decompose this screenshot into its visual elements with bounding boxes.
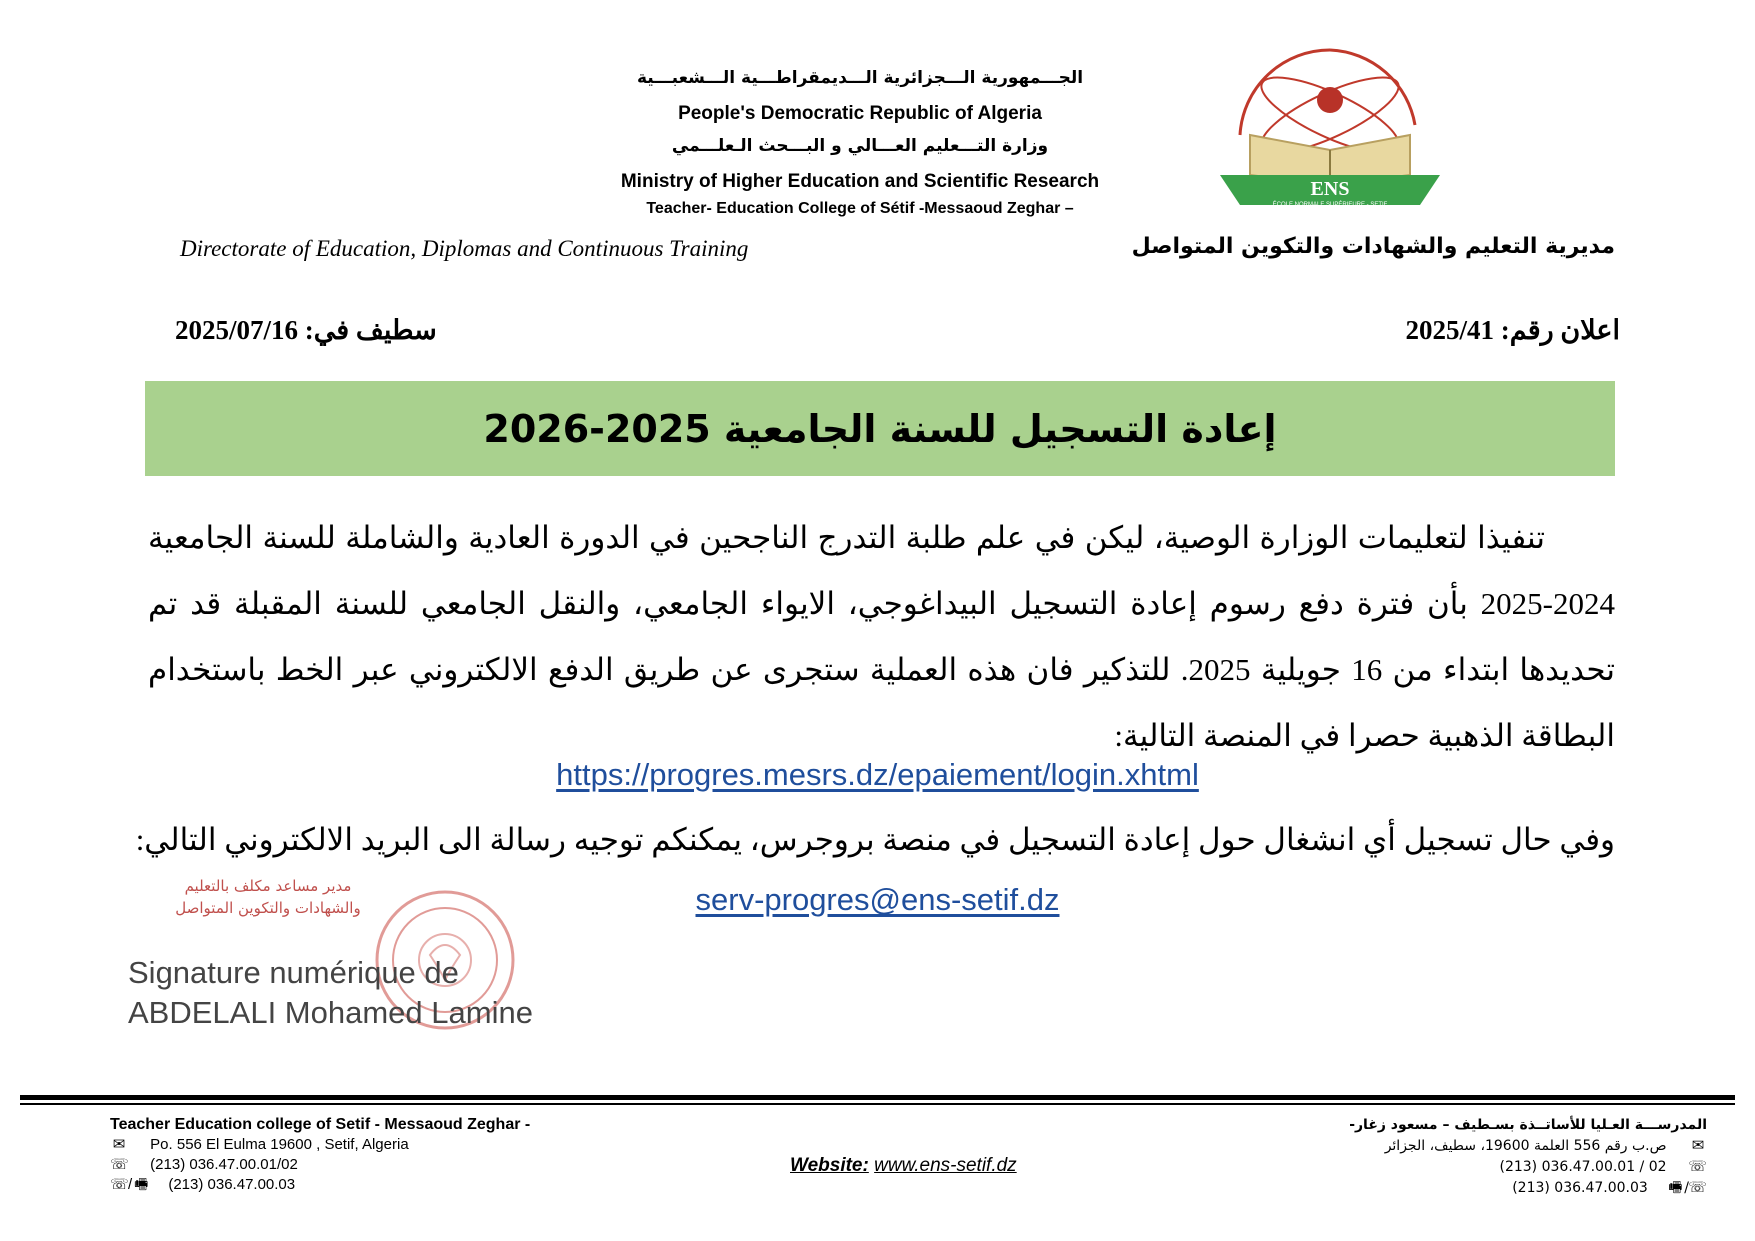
signature-block: [120, 875, 560, 1055]
footer-en-fax-row: ☏/ 🖷 (213) 036.47.00.03: [110, 1176, 296, 1193]
footer-en-phone: (213) 036.47.00.01/02: [150, 1156, 298, 1173]
footer-ar-fax-row: ☏/🖷 (213) 036.47.00.03: [1512, 1178, 1707, 1196]
footer-website: [790, 1155, 1017, 1177]
digital-signature-text: [128, 953, 533, 1033]
logo-subtext: ÉCOLE NORMALE SUPÉRIEURE - SETIF: [1272, 202, 1388, 208]
footer-ar-phone: (213) 036.47.00.01 / 02: [1499, 1159, 1667, 1175]
footer-en-name: Teacher Education college of Setif - Messaoud Zeghar -: [110, 1116, 531, 1133]
announcement-number: [1406, 315, 1620, 346]
announcement-number-value: 2025/41: [1405, 315, 1495, 345]
signature-line1: Signature numérique de: [128, 955, 459, 990]
payment-url-link[interactable]: https://progres.mesrs.dz/epaiement/login.xhtml: [556, 757, 1199, 792]
footer-en-address: Po. 556 El Eulma 19600 , Setif, Algeria: [150, 1136, 409, 1153]
envelope-icon: ✉: [112, 1136, 126, 1153]
footer-ar: [1247, 1115, 1707, 1198]
directorate-en: Directorate of Education, Diplomas and Continuous Training: [180, 236, 749, 261]
header-ministry-ar: وزارة التـــعليم العـــالي و البـــحث الـعلـــمي: [671, 136, 1049, 156]
fax-icon: 🖷: [134, 1176, 149, 1193]
header-college-en: Teacher- Education College of Sétif -Messaoud Zeghar –: [646, 200, 1074, 217]
logo-text: ENS: [1310, 178, 1350, 200]
directorate-ar: مديرية التعليم والشهادات والتكوين المتواصل: [1131, 234, 1615, 259]
footer-ar-fax: (213) 036.47.00.03: [1512, 1180, 1648, 1196]
signature-title-ar-line1: مدير مساعد مكلف بالتعليم: [184, 877, 352, 895]
support-email-link[interactable]: serv-progres@ens-setif.dz: [695, 882, 1060, 917]
website-label: Website:: [790, 1155, 869, 1176]
fax-icon: 🖷: [1668, 1178, 1683, 1196]
footer-en-fax: (213) 036.47.00.03: [168, 1176, 296, 1193]
url-link-wrapper: [0, 757, 1755, 793]
ens-logo: [1210, 40, 1450, 215]
title-band: [145, 381, 1615, 476]
footer-en-address-row: [110, 1135, 530, 1155]
website-link[interactable]: www.ens-setif.dz: [874, 1155, 1017, 1176]
header-republic-ar: الجـــمهورية الـــجزائرية الـــديمقراطـــية الـــشعبـــية: [636, 68, 1084, 88]
signature-title-ar-line2: والشهادات والتكوين المتواصل: [175, 899, 361, 917]
footer-en-phone-row: [110, 1155, 530, 1175]
phone-icon: ☏: [110, 1176, 129, 1193]
footer-ar-address-row: [1247, 1135, 1707, 1156]
header-ministry-en: Ministry of Higher Education and Scientific Research: [620, 171, 1100, 192]
footer-en: [110, 1115, 530, 1195]
phone-icon: ☏: [110, 1156, 129, 1173]
signature-line2: ABDELALI Mohamed Lamine: [128, 995, 533, 1030]
announcement-date-label: سطيف في:: [304, 315, 437, 345]
footer-divider-thin: [20, 1103, 1735, 1105]
announcement-number-label: اعلان رقم:: [1500, 315, 1620, 345]
header-republic-en: People's Democratic Republic of Algeria: [678, 103, 1042, 124]
footer-ar-address: ص.ب رقم 556 العلمة 19600، سطيف، الجزائر: [1384, 1138, 1667, 1154]
signature-title-ar: [138, 875, 398, 919]
phone-icon: ☏: [1688, 1157, 1707, 1175]
footer-divider-thick: [20, 1095, 1735, 1100]
announcement-date: [175, 315, 437, 346]
support-text: وفي حال تسجيل أي انشغال حول إعادة التسجيل في منصة بروجرس، يمكنكم توجيه رسالة الى البريد الالكتروني التالي:: [135, 822, 1615, 857]
page-title: إعادة التسجيل للسنة الجامعية 2025-2026: [483, 406, 1277, 451]
envelope-icon: ✉: [1691, 1136, 1705, 1154]
phone-icon: ☏: [1688, 1178, 1707, 1196]
body-paragraph: تنفيذا لتعليمات الوزارة الوصية، ليكن في علم طلبة التدرج الناجحين في الدورة العادية والشاملة للسنة الجامعية 2024-2025 بأن فترة دفع رسوم إعادة التسجيل البيداغوجي، الايواء الجامعي، والنقل الجامعي للسنة المقبلة قد تم تحديدها ابتداء من 16 جويلية 2025. للتذكير فان هذه العملية ستجرى عن طريق الدفع الالكتروني عبر الخط باستخدام البطاقة الذهبية حصرا في المنصة التالية:: [148, 520, 1615, 753]
footer-ar-phone-row: [1247, 1156, 1707, 1177]
footer-ar-name: المدرســـة العـليا للأساتــذة بسـطيف – مسعود زغار-: [1349, 1117, 1707, 1133]
announcement-date-value: 2025/07/16: [175, 315, 299, 345]
